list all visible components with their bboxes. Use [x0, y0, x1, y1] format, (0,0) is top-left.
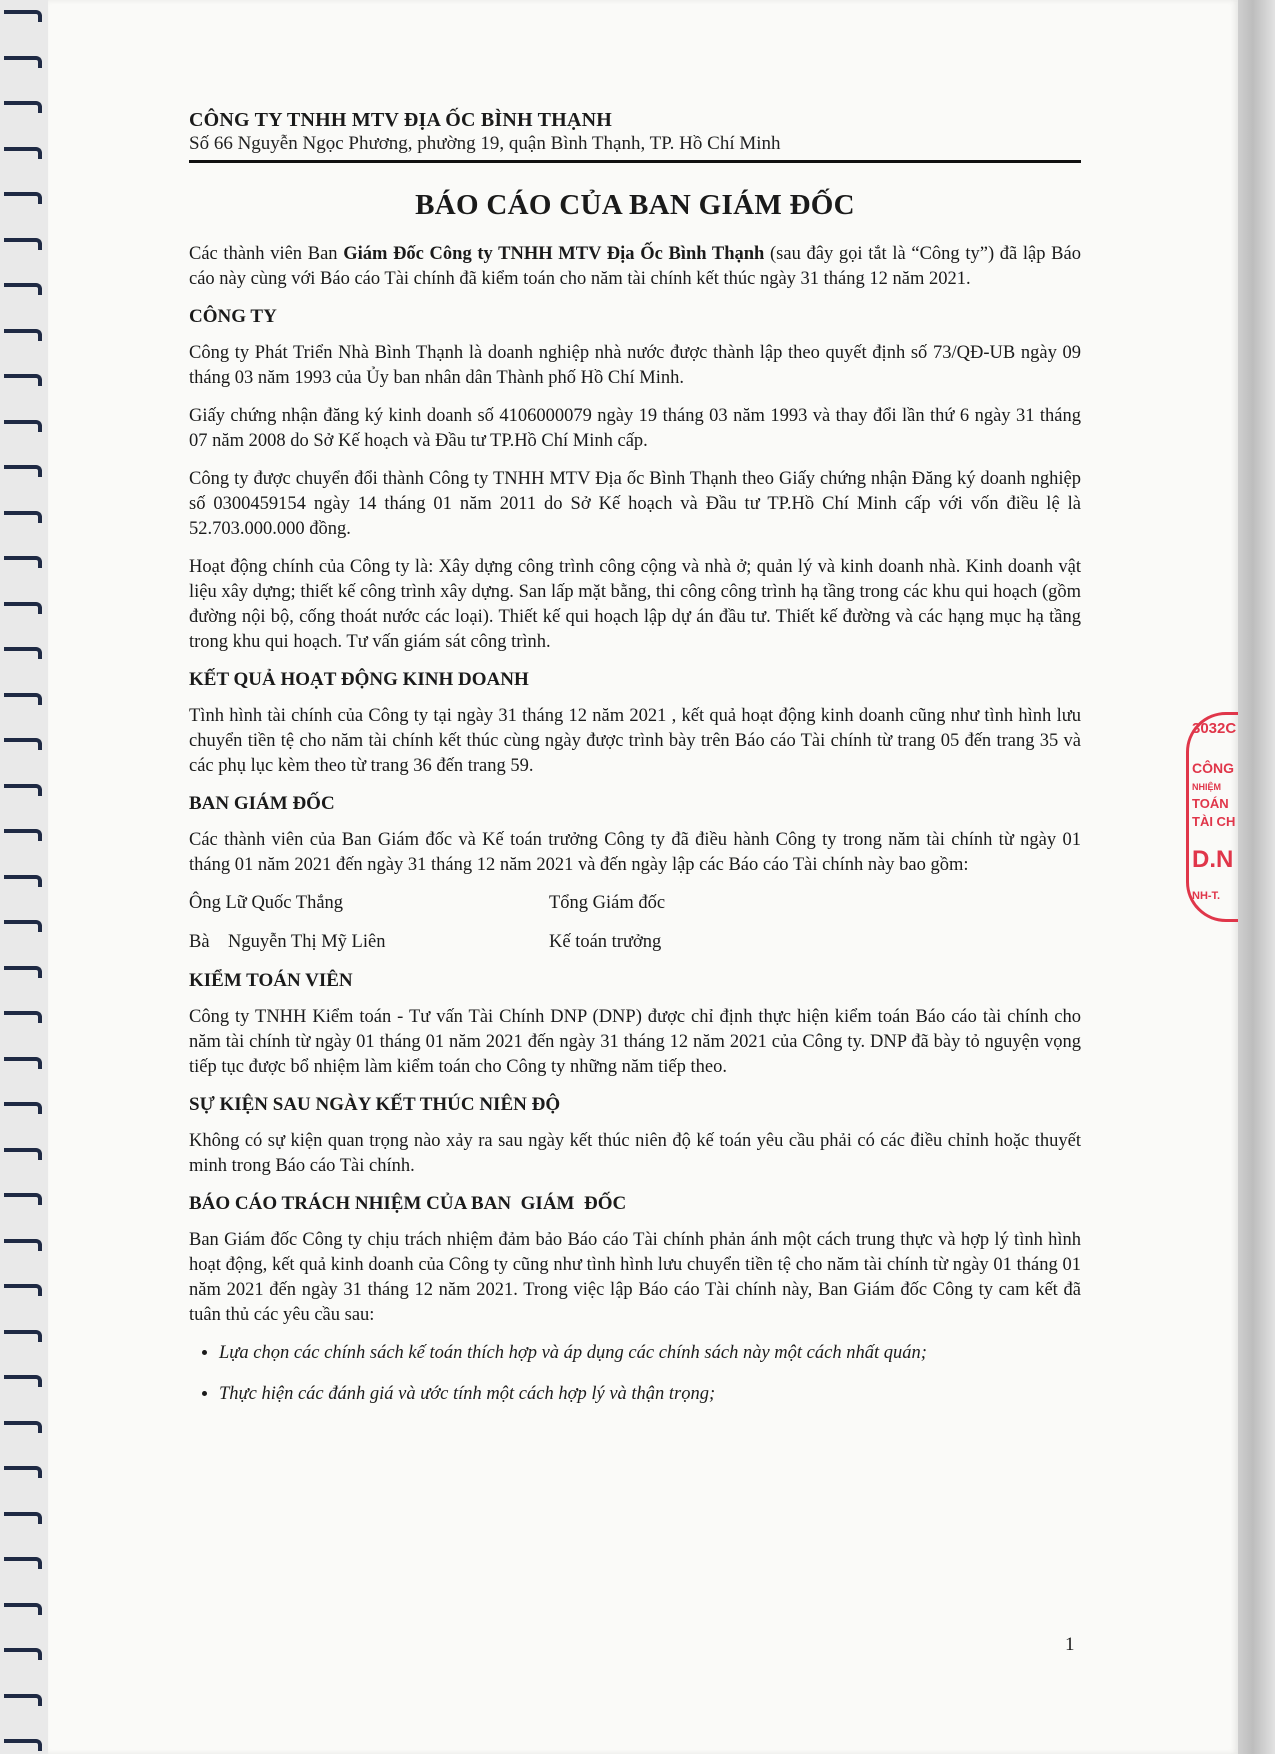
stamp-line: TOÁN — [1192, 796, 1229, 811]
binding-coil — [4, 238, 42, 250]
company-seal-stamp — [1186, 712, 1238, 922]
stamp-line: 3032C — [1192, 720, 1237, 737]
binding-coil — [4, 374, 42, 386]
binding-coil — [4, 1421, 42, 1433]
intro-pre: Các thành viên Ban — [189, 244, 344, 264]
heading-auditor: KIỂM TOÁN VIÊN — [189, 970, 353, 991]
responsibility-paragraph: Ban Giám đốc Công ty chịu trách nhiệm đảm bảo Báo cáo Tài chính phản ánh một cách trung thực và hợp lý tình hình hoạt động, kết quả kinh doanh của Công ty cũng như tình hình lưu chuyển tiền tệ cho năm tài chính từ ngày 01 tháng 01 năm 2021 đến ngày 31 tháng 12 năm 2021. Trong việc lập Báo cáo Tài chính này, Ban Giám đốc Công ty cam kết đã tuân thủ các yêu cầu sau: — [189, 1230, 1081, 1325]
binding-coil — [4, 101, 42, 113]
stamp-line: NH-T. — [1192, 890, 1221, 902]
intro-bold: Giám Đốc Công ty TNHH MTV Địa Ốc Bình Thạnh — [343, 244, 765, 264]
list-item: • Thực hiện các đánh giá và ước tính một cách hợp lý và thận trọng; — [219, 1382, 1081, 1407]
binding-coil — [4, 10, 42, 22]
binding-coil — [4, 511, 42, 523]
company-paragraph-4: Hoạt động chính của Công ty là: Xây dựng công trình công cộng và nhà ở; quản lý và kinh doanh nhà. Kinh doanh vật liệu xây dựng; thiết kế công trình xây dựng. San lấp mặt bằng, thi công công trình hạ tầng trong các khu qui hoạch (gồm đường nội bộ, cống thoát nước các loại). Thiết kế qui hoạch lập dự án đầu tư. Thiết kế đường và các hạng mục hạ tầng trong khu qui hoạch. Tư vấn giám sát công trình. — [189, 557, 1081, 652]
binding-coil — [4, 1557, 42, 1569]
member-name: Ông Lữ Quốc Thắng — [189, 893, 344, 913]
binding-coil — [4, 1603, 42, 1615]
binding-coil — [4, 192, 42, 204]
intro-paragraph — [189, 242, 1081, 292]
document-content — [189, 108, 1081, 1423]
binding-coil — [4, 647, 42, 659]
document-title: BÁO CÁO CỦA BAN GIÁM ĐỐC — [415, 189, 855, 221]
page-edge-shadow — [1238, 0, 1275, 1754]
binding-coil — [4, 875, 42, 887]
spiral-binding — [0, 0, 48, 1754]
member-role: Kế toán trưởng — [549, 932, 662, 952]
binding-coil — [4, 1057, 42, 1069]
company-name: CÔNG TY TNHH MTV ĐỊA ỐC BÌNH THẠNH — [189, 109, 612, 131]
events-paragraph: Không có sự kiện quan trọng nào xảy ra sau ngày kết thúc niên độ kế toán yêu cầu phải có các điều chỉnh hoặc thuyết minh trong Báo cáo Tài chính. — [189, 1131, 1081, 1176]
list-item: • Lựa chọn các chính sách kế toán thích hợp và áp dụng các chính sách này một cách nhất quán; — [219, 1341, 1081, 1366]
responsibility-list — [189, 1341, 1081, 1407]
member-name: Bà Nguyễn Thị Mỹ Liên — [189, 932, 386, 952]
binding-coil — [4, 738, 42, 750]
binding-coil — [4, 829, 42, 841]
binding-coil — [4, 1694, 42, 1706]
binding-coil — [4, 602, 42, 614]
binding-coil — [4, 329, 42, 341]
binding-coil — [4, 1148, 42, 1160]
binding-coil — [4, 56, 42, 68]
heading-events: SỰ KIỆN SAU NGÀY KẾT THÚC NIÊN ĐỘ — [189, 1094, 561, 1115]
board-paragraph: Các thành viên của Ban Giám đốc và Kế toán trưởng Công ty đã điều hành Công ty trong năm tài chính từ ngày 01 tháng 01 năm 2021 đến ngày 31 tháng 12 năm 2021 và đến ngày lập các Báo cáo Tài chính này bao gồm: — [189, 830, 1081, 875]
binding-coil — [4, 1512, 42, 1524]
intro-post: (sau đây gọi tắt là “Công ty”) đã lập Báo cáo này cùng với Báo cáo Tài chính đã kiểm toán cho năm tài chính kết thúc ngày 31 tháng 12 năm 2021. — [189, 244, 1081, 289]
binding-coil — [4, 966, 42, 978]
stamp-line: CÔNG — [1192, 760, 1234, 776]
heading-company: CÔNG TY — [189, 306, 277, 327]
heading-board: BAN GIÁM ĐỐC — [189, 793, 335, 814]
binding-coil — [4, 920, 42, 932]
company-address: Số 66 Nguyễn Ngọc Phương, phường 19, quận Bình Thạnh, TP. Hồ Chí Minh — [189, 133, 781, 154]
binding-coil — [4, 693, 42, 705]
member-role: Tổng Giám đốc — [549, 893, 666, 913]
binding-coil — [4, 420, 42, 432]
board-member — [189, 891, 1081, 916]
results-paragraph: Tình hình tài chính của Công ty tại ngày 31 tháng 12 năm 2021 , kết quả hoạt động kinh doanh cũng như tình hình lưu chuyển tiền tệ cho năm tài chính kết thúc cùng ngày được trình bày trên Báo cáo Tài chính từ trang 05 đến trang 35 và các phụ lục kèm theo từ trang 36 đến trang 59. — [189, 706, 1081, 776]
binding-coil — [4, 1102, 42, 1114]
binding-coil — [4, 1330, 42, 1342]
company-paragraph-2: Giấy chứng nhận đăng ký kinh doanh số 4106000079 ngày 19 tháng 03 năm 1993 và thay đổi lần thứ 6 ngày 31 tháng 07 năm 2008 do Sở Kế hoạch và Đầu tư TP.Hồ Chí Minh cấp. — [189, 406, 1081, 451]
binding-coil — [4, 147, 42, 159]
binding-coil — [4, 1648, 42, 1660]
stamp-line: TÀI CH — [1192, 814, 1236, 829]
board-members — [189, 891, 1081, 955]
board-member — [189, 930, 1081, 955]
page-number: 1 — [1065, 1634, 1075, 1655]
auditor-paragraph: Công ty TNHH Kiểm toán - Tư vấn Tài Chính DNP (DNP) được chỉ định thực hiện kiểm toán Báo cáo tài chính cho năm tài chính từ ngày 01 tháng 01 năm 2021 đến ngày 31 tháng 12 năm 2021 của Công ty. DNP đã bày tỏ nguyện vọng tiếp tục được bổ nhiệm làm kiểm toán cho Công ty những năm tiếp theo. — [189, 1007, 1081, 1077]
binding-coil — [4, 1375, 42, 1387]
binding-coil — [4, 1284, 42, 1296]
stamp-line: NHIỆM — [1192, 782, 1221, 792]
binding-coil — [4, 556, 42, 568]
heading-responsibility: BÁO CÁO TRÁCH NHIỆM CỦA BAN GIÁM ĐỐC — [189, 1193, 627, 1214]
heading-results: KẾT QUẢ HOẠT ĐỘNG KINH DOANH — [189, 669, 529, 690]
binding-coil — [4, 465, 42, 477]
binding-coil — [4, 283, 42, 295]
header-rule — [189, 160, 1081, 163]
binding-coil — [4, 1466, 42, 1478]
binding-coil — [4, 784, 42, 796]
binding-coil — [4, 1739, 42, 1751]
company-paragraph-1: Công ty Phát Triển Nhà Bình Thạnh là doanh nghiệp nhà nước được thành lập theo quyết định số 73/QĐ-UB ngày 09 tháng 03 năm 1993 của Ủy ban nhân dân Thành phố Hồ Chí Minh. — [189, 343, 1081, 388]
company-paragraph-3: Công ty được chuyển đổi thành Công ty TNHH MTV Địa ốc Bình Thạnh theo Giấy chứng nhận Đăng ký doanh nghiệp số 0300459154 ngày 14 tháng 01 năm 2011 do Sở Kế hoạch và Đầu tư TP.Hồ Chí Minh cấp với vốn điều lệ là 52.703.000.000 đồng. — [189, 469, 1081, 539]
binding-coil — [4, 1011, 42, 1023]
binding-coil — [4, 1193, 42, 1205]
binding-coil — [4, 1239, 42, 1251]
stamp-line: D.N — [1192, 846, 1234, 873]
